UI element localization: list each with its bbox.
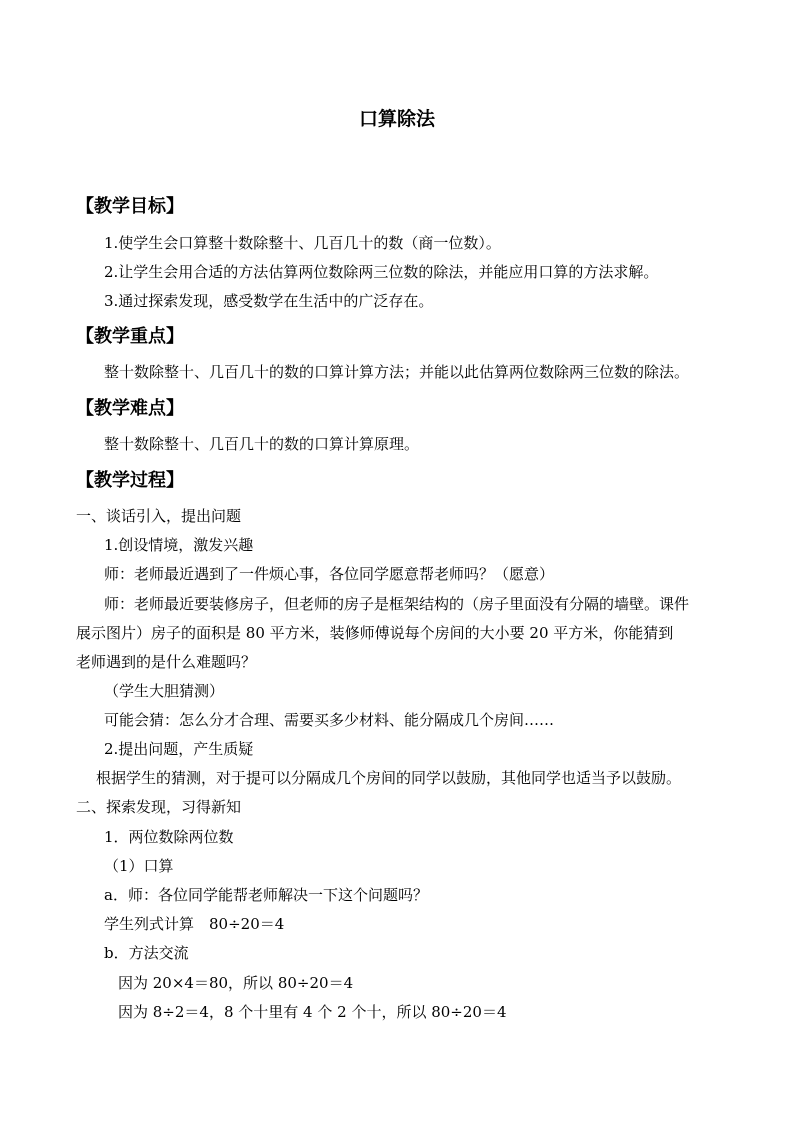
page-title: 口算除法: [358, 108, 435, 130]
part2-item-a: a．师：各位同学能帮老师解决一下这个问题吗？: [104, 886, 428, 904]
difficult-point-text: 整十数除整十、几百几十的数的口算计算原理。: [104, 435, 420, 453]
part1-line-2a: 师：老师最近要装修房子，但老师的房子是框架结构的（房子里面没有分隔的墙壁。课件: [104, 595, 690, 613]
goal-item-2: 2.让学生会用合适的方法估算两位数除两三位数的除法，并能应用口算的方法求解。: [104, 263, 659, 281]
part2-calc: 学生列式计算 80÷20＝4: [104, 915, 285, 933]
part1-line-4: 可能会猜：怎么分才合理、需要买多少材料、能分隔成几个房间……: [104, 711, 555, 729]
part2-method-1: 因为 20×4＝80，所以 80÷20＝4: [118, 974, 354, 992]
section-goals-heading: 【教学目标】: [76, 196, 184, 217]
section-key-heading: 【教学重点】: [76, 326, 184, 347]
part2-item-b: b．方法交流: [104, 944, 189, 962]
key-point-text: 整十数除整十、几百几十的数的口算计算方法；并能以此估算两位数除两三位数的除法。: [104, 363, 690, 381]
goal-item-1: 1.使学生会口算整十数除整十、几百几十的数（商一位数）。: [104, 234, 501, 252]
section-process-heading: 【教学过程】: [76, 470, 184, 491]
part1-subheading-2: 2.提出问题，产生质疑: [104, 740, 254, 758]
part1-line-1: 师：老师最近遇到了一件烦心事，各位同学愿意帮老师吗？（愿意）: [104, 565, 555, 583]
part1-line-3: （学生大胆猜测）: [104, 682, 225, 700]
part2-method-2: 因为 8÷2＝4，8 个十里有 4 个 2 个十，所以 80÷20＝4: [118, 1003, 507, 1021]
part1-line-5: 根据学生的猜测，对于提可以分隔成几个房间的同学以鼓励，其他同学也适当予以鼓励。: [96, 769, 682, 787]
goal-item-3: 3.通过探索发现，感受数学在生活中的广泛存在。: [104, 292, 434, 310]
part2-subheading-1a: （1）口算: [104, 857, 174, 875]
part1-subheading-1: 1.创设情境，激发兴趣: [104, 536, 254, 554]
part1-line-2c: 老师遇到的是什么难题吗？: [76, 653, 257, 671]
part2-heading: 二、探索发现，习得新知: [76, 798, 242, 816]
part1-heading: 一、谈话引入，提出问题: [76, 507, 242, 525]
section-difficult-heading: 【教学难点】: [76, 398, 184, 419]
part1-line-2b: 展示图片）房子的面积是 80 平方米，装修师傅说每个房间的大小要 20 平方米，你能猜到: [76, 624, 674, 642]
part2-subheading-1: 1．两位数除两位数: [104, 828, 234, 846]
